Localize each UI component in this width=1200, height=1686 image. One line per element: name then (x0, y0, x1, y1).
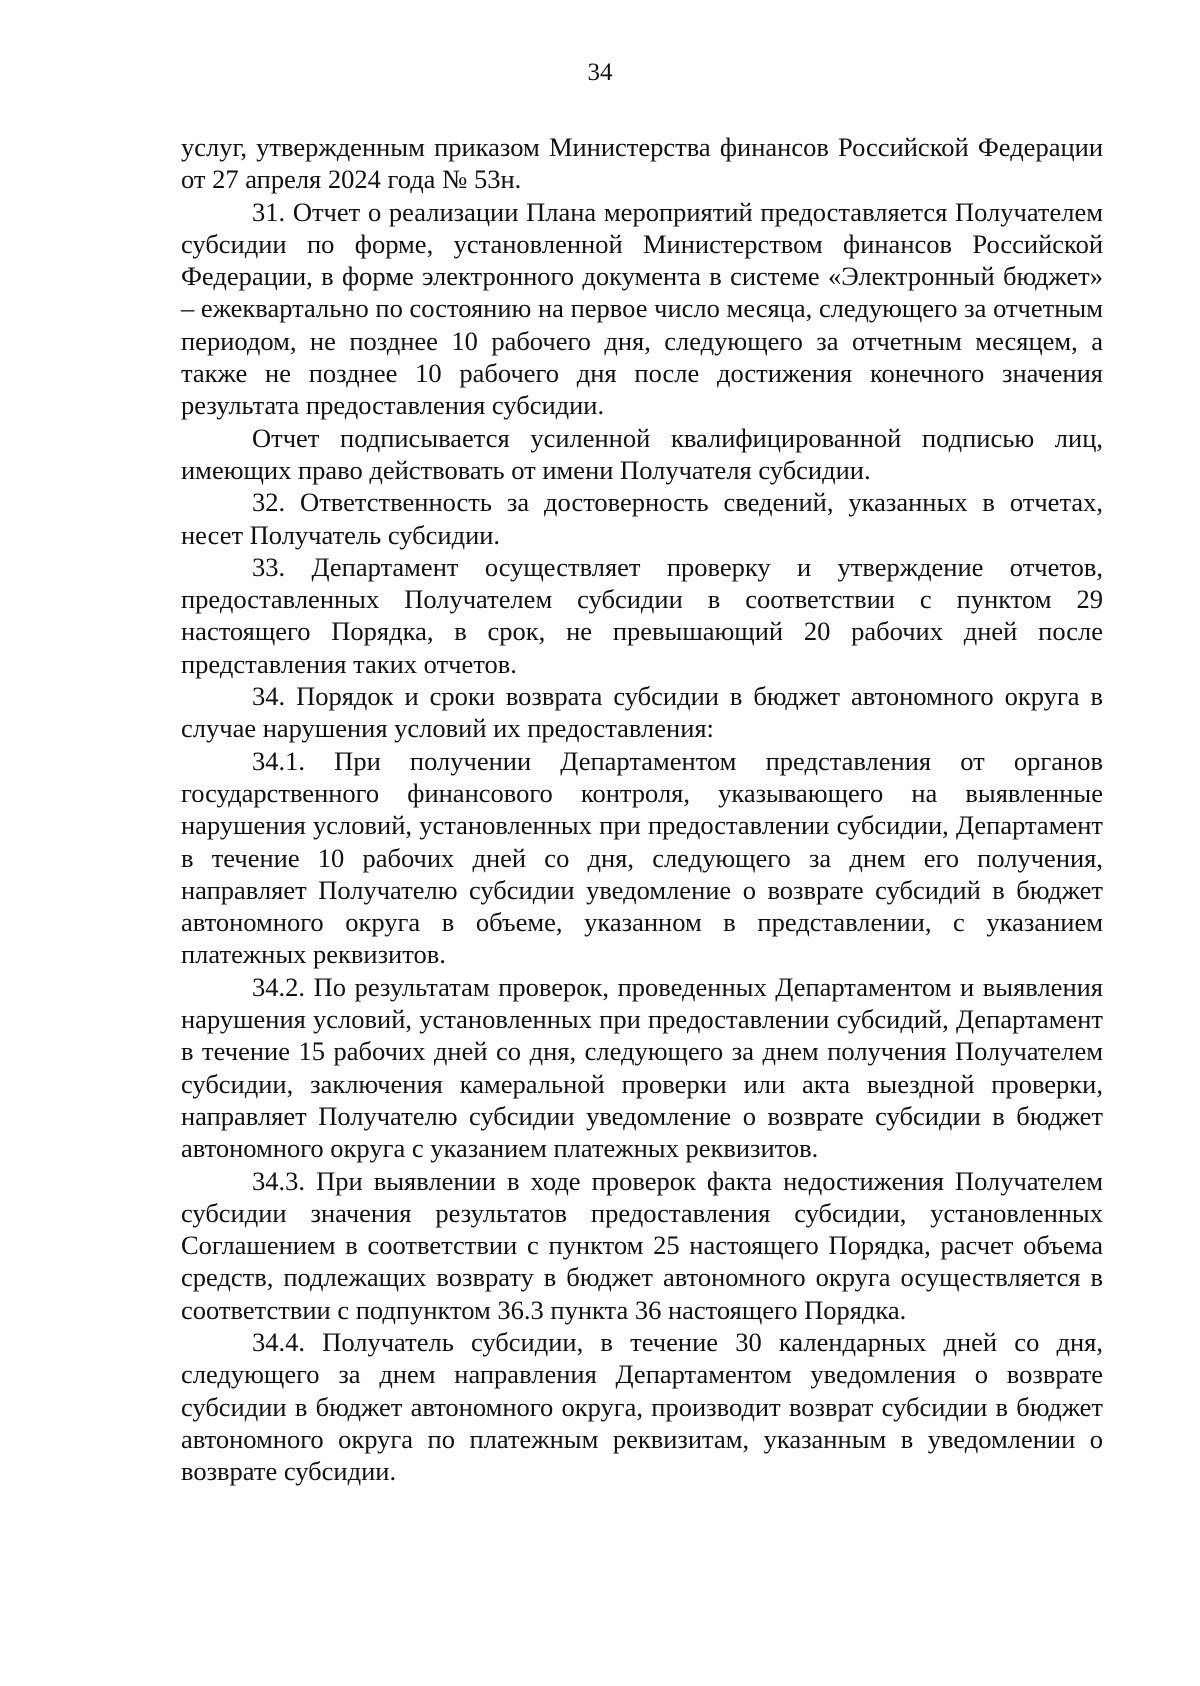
page-number: 34 (587, 59, 613, 86)
paragraph-34-4: 34.4. Получатель субсидии, в течение 30 календарных дней со дня, следующего за днем направления Департаментом уведомления о возврате субсидии в бюджет автономного округа, производит возврат субсидии в бюджет автономного округа по платежным реквизитам, указанным в уведомлении о возврате субсидии. (181, 1326, 1103, 1487)
document-body (181, 131, 1103, 1487)
paragraph-34: 34. Порядок и сроки возврата субсидии в бюджет автономного округа в случае нарушения условий их предоставления: (181, 681, 1103, 744)
paragraph-34-3: 34.3. При выявлении в ходе проверок факта недостижения Получателем субсидии значения результатов предоставления субсидии, установленных Соглашением в соответствии с пунктом 25 настоящего Порядка, расчет объема средств, подлежащих возврату в бюджет автономного округа осуществляется в соответствии с подпунктом 36.3 пункта 36 настоящего Порядка. (181, 1165, 1103, 1325)
paragraph-report-signature: Отчет подписывается усиленной квалифицированной подписью лиц, имеющих право действовать от имени Получателя субсидии. (181, 422, 1103, 485)
paragraph-33: 33. Департамент осуществляет проверку и утверждение отчетов, предоставленных Получателем субсидии в соответствии с пунктом 29 настоящего Порядка, в срок, не превышающий 20 рабочих дней после представления таких отчетов. (181, 551, 1103, 679)
paragraph-continuation: услуг, утвержденным приказом Министерства финансов Российской Федерации от 27 апреля 2024 года № 53н. (181, 132, 1103, 195)
paragraph-31: 31. Отчет о реализации Плана мероприятий предоставляется Получателем субсидии по форме, установленной Министерством финансов Российской Федерации, в форме электронного документа в системе «Электронный бюджет» – ежеквартально по состоянию на первое число месяца, следующего за отчетным периодом, не позднее 10 рабочего дня, следующего за отчетным месяцем, а также не позднее 10 рабочего дня после достижения конечного значения результата предоставления субсидии. (181, 196, 1103, 421)
paragraph-32: 32. Ответственность за достоверность сведений, указанных в отчетах, несет Получатель субсидии. (181, 487, 1103, 550)
paragraph-34-2: 34.2. По результатам проверок, проведенных Департаментом и выявления нарушения условий, установленных при предоставлении субсидий, Департамент в течение 15 рабочих дней со дня, следующего за днем получения Получателем субсидии, заключения камеральной проверки или акта выездной проверки, направляет Получателю субсидии уведомление о возврате субсидии в бюджет автономного округа с указанием платежных реквизитов. (181, 971, 1103, 1164)
paragraph-34-1: 34.1. При получении Департаментом представления от органов государственного финансового контроля, указывающего на выявленные нарушения условий, установленных при предоставлении субсидии, Департамент в течение 10 рабочих дней со дня, следующего за днем его получения, направляет Получателю субсидии уведомление о возврате субсидий в бюджет автономного округа в объеме, указанном в представлении, с указанием платежных реквизитов. (181, 745, 1103, 970)
